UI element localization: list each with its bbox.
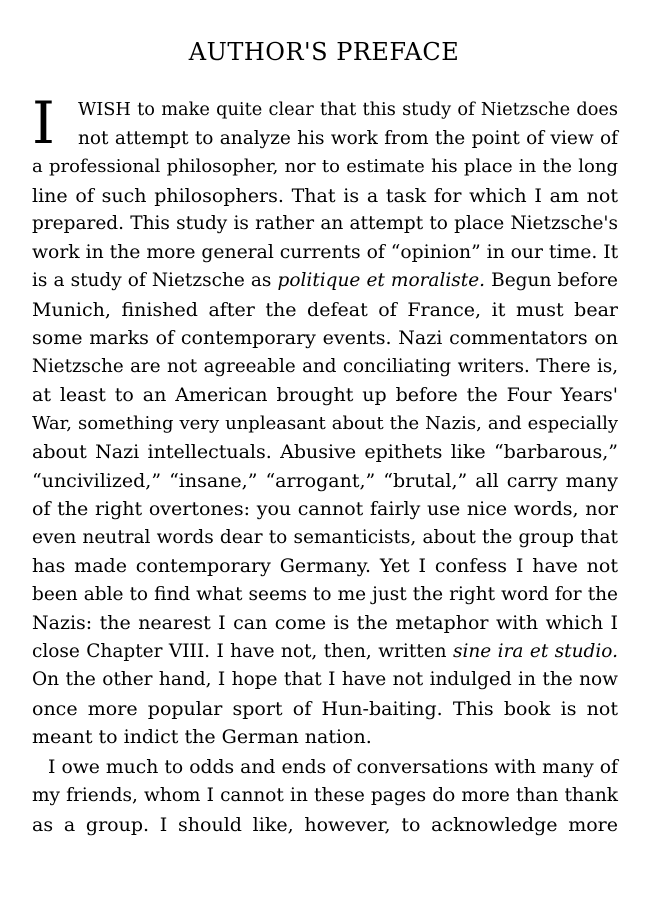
text-line: “uncivilized,” “insane,” “arrogant,” “brutal,” all carry many — [32, 469, 618, 492]
text-segment: Begun before — [485, 270, 618, 291]
text-line: Nazis: the nearest I can come is the metaphor with which I — [32, 612, 618, 634]
text-line: has made contemporary Germany. Yet I confess I have not — [32, 555, 618, 577]
text-line: meant to indict the German nation. — [32, 726, 372, 748]
text-line: Munich, finished after the defeat of France, it must bear — [32, 298, 618, 321]
paragraph-2 — [32, 754, 618, 840]
text-line: work in the more general currents of “opinion” in our time. It — [32, 241, 619, 263]
text-line: about Nazi intellectuals. Abusive epithets like “barbarous,” — [32, 441, 618, 463]
paragraph-1 — [32, 89, 619, 752]
text-line: been able to find what seems to me just the right word for the — [32, 583, 618, 605]
page-title: AUTHOR'S PREFACE — [188, 38, 460, 66]
text-line: War, something very unpleasant about the Nazis, and especially — [32, 412, 618, 434]
text-segment: is a study of Nietzsche as — [32, 270, 278, 291]
text-line: of the right overtones: you cannot fairly use nice words, nor — [32, 498, 618, 520]
text-line: prepared. This study is rather an attempt to place Nietzsche's — [32, 213, 618, 234]
text-line-with-italic — [32, 638, 618, 667]
drop-cap: I — [32, 89, 55, 157]
text-line: my friends, whom I cannot in these pages do more than thank — [32, 785, 618, 806]
italic-phrase: sine ira et studio. — [452, 640, 618, 662]
text-line: not attempt to analyze his work from the point of view of — [78, 127, 618, 149]
text-line: as a group. I should like, however, to acknowledge more — [32, 813, 618, 836]
text-line-with-italic — [32, 267, 618, 296]
text-line: WISH to make quite clear that this study of Nietzsche does — [78, 100, 618, 120]
text-line: line of such philosophers. That is a task for which I am not — [32, 184, 618, 207]
text-line: even neutral words dear to semanticists, about the group that — [32, 526, 618, 548]
text-line: some marks of contemporary events. Nazi commentators on — [32, 327, 618, 349]
text-line: a professional philosopher, nor to estimate his place in the long — [32, 156, 618, 177]
text-line: On the other hand, I hope that I have not indulged in the now — [32, 669, 618, 690]
text-line: I owe much to odds and ends of conversations with many of — [48, 756, 618, 778]
text-line: at least to an American brought up before the Four Years' — [32, 384, 618, 406]
italic-phrase: politique et moraliste. — [277, 270, 486, 291]
text-line: once more popular sport of Hun-baiting. This book is not — [32, 697, 618, 720]
preface-text — [32, 89, 619, 839]
text-line: Nietzsche are not agreeable and conciliating writers. There is, — [32, 355, 618, 377]
text-segment: close Chapter VIII. I have not, then, written — [32, 640, 453, 662]
